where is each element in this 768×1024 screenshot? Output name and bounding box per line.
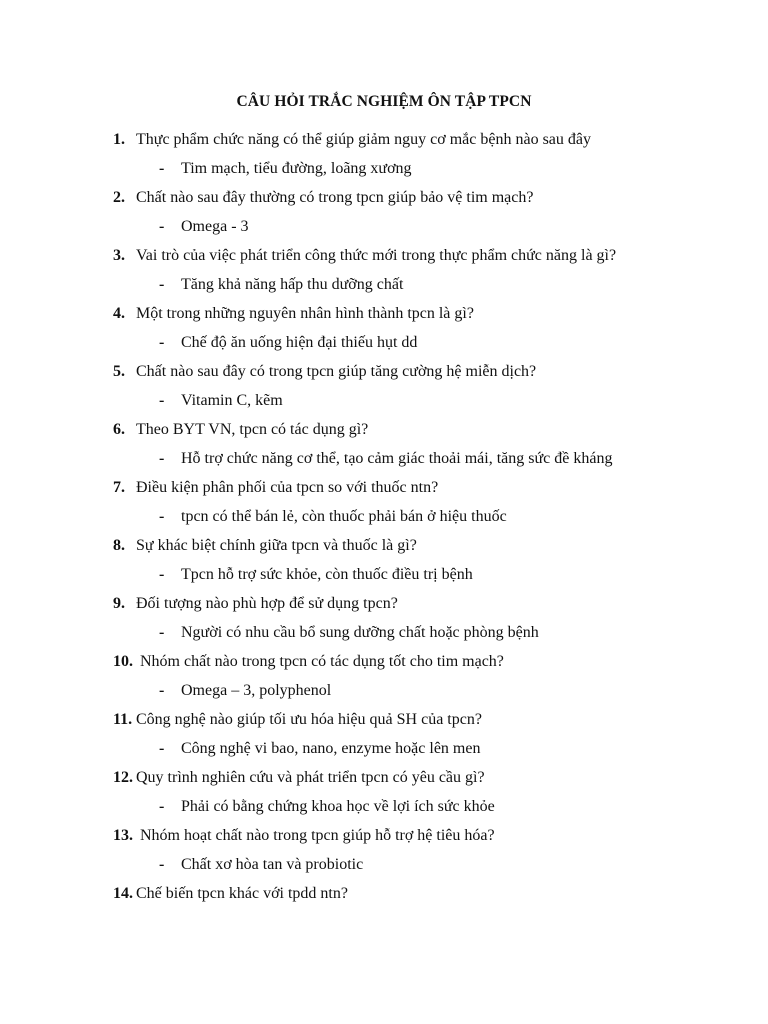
question-number: 9.	[113, 595, 125, 612]
question-item	[0, 592, 768, 621]
question-item	[0, 476, 768, 505]
answer-text: Omega - 3	[181, 218, 249, 235]
document-title: CÂU HỎI TRẮC NGHIỆM ÔN TẬP TPCN	[236, 93, 532, 110]
question-item	[0, 534, 768, 563]
answer-item	[0, 853, 768, 882]
answer-text: Người có nhu cầu bổ sung dưỡng chất hoặc phòng bệnh	[181, 624, 539, 641]
answer-item	[0, 795, 768, 824]
bullet-dash: -	[159, 508, 165, 525]
question-number: 14.	[113, 885, 133, 902]
question-number: 12.	[113, 769, 133, 786]
question-text: Đối tượng nào phù hợp để sử dụng tpcn?	[136, 595, 398, 612]
bullet-dash: -	[159, 740, 165, 757]
question-item	[0, 882, 768, 911]
bullet-dash: -	[159, 218, 165, 235]
question-number: 10.	[113, 653, 133, 670]
bullet-dash: -	[159, 856, 165, 873]
answer-text: Tpcn hỗ trợ sức khỏe, còn thuốc điều trị bệnh	[181, 566, 473, 583]
question-item	[0, 824, 768, 853]
answer-text: Vitamin C, kẽm	[181, 392, 283, 409]
bullet-dash: -	[159, 566, 165, 583]
question-number: 1.	[113, 131, 125, 148]
answer-item	[0, 679, 768, 708]
question-list	[0, 128, 768, 911]
question-number: 3.	[113, 247, 125, 264]
bullet-dash: -	[159, 450, 165, 467]
question-text: Chất nào sau đây thường có trong tpcn giúp bảo vệ tim mạch?	[136, 189, 534, 206]
question-text: Chất nào sau đây có trong tpcn giúp tăng cường hệ miễn dịch?	[136, 363, 537, 380]
question-number: 6.	[113, 421, 125, 438]
answer-text: Chế độ ăn uống hiện đại thiếu hụt dd	[181, 334, 418, 351]
answer-text: Phải có bằng chứng khoa học về lợi ích sức khỏe	[181, 798, 495, 815]
bullet-dash: -	[159, 276, 165, 293]
answer-text: Chất xơ hòa tan và probiotic	[181, 856, 364, 873]
answer-item	[0, 563, 768, 592]
answer-item	[0, 215, 768, 244]
question-number: 8.	[113, 537, 125, 554]
question-number: 5.	[113, 363, 125, 380]
answer-text: Tim mạch, tiểu đường, loãng xương	[181, 160, 412, 177]
bullet-dash: -	[159, 160, 165, 177]
question-number: 11.	[113, 711, 133, 728]
answer-item	[0, 273, 768, 302]
question-item	[0, 302, 768, 331]
question-text: Quy trình nghiên cứu và phát triển tpcn có yêu cầu gì?	[136, 769, 485, 786]
question-text: Nhóm chất nào trong tpcn có tác dụng tốt cho tim mạch?	[140, 653, 504, 670]
answer-text: Omega – 3, polyphenol	[181, 682, 332, 699]
question-item	[0, 360, 768, 389]
question-number: 2.	[113, 189, 125, 206]
question-text: Thực phẩm chức năng có thể giúp giảm nguy cơ mắc bệnh nào sau đây	[136, 131, 591, 148]
question-item	[0, 650, 768, 679]
question-text: Một trong những nguyên nhân hình thành tpcn là gì?	[136, 305, 474, 322]
answer-text: Công nghệ vi bao, nano, enzyme hoặc lên men	[181, 740, 481, 757]
question-number: 7.	[113, 479, 125, 496]
question-item	[0, 244, 768, 273]
answer-item	[0, 505, 768, 534]
question-number: 13.	[113, 827, 133, 844]
question-text: Vai trò của việc phát triển công thức mới trong thực phẩm chức năng là gì?	[136, 247, 617, 264]
bullet-dash: -	[159, 682, 165, 699]
answer-item	[0, 737, 768, 766]
question-item	[0, 128, 768, 157]
question-item	[0, 418, 768, 447]
question-number: 4.	[113, 305, 125, 322]
bullet-dash: -	[159, 798, 165, 815]
question-text: Điều kiện phân phối của tpcn so với thuốc ntn?	[136, 479, 439, 496]
answer-item	[0, 331, 768, 360]
question-text: Sự khác biệt chính giữa tpcn và thuốc là gì?	[136, 537, 417, 554]
answer-text: Hỗ trợ chức năng cơ thể, tạo cảm giác thoải mái, tăng sức đề kháng	[181, 450, 613, 467]
answer-item	[0, 157, 768, 186]
question-text: Chế biến tpcn khác với tpdd ntn?	[136, 885, 348, 902]
answer-text: tpcn có thể bán lẻ, còn thuốc phải bán ở hiệu thuốc	[181, 508, 507, 525]
bullet-dash: -	[159, 334, 165, 351]
question-item	[0, 766, 768, 795]
answer-item	[0, 389, 768, 418]
answer-item	[0, 447, 768, 476]
question-text: Công nghệ nào giúp tối ưu hóa hiệu quả SH của tpcn?	[136, 711, 482, 728]
question-item	[0, 708, 768, 737]
bullet-dash: -	[159, 624, 165, 641]
question-item	[0, 186, 768, 215]
answer-item	[0, 621, 768, 650]
answer-text: Tăng khả năng hấp thu dưỡng chất	[181, 276, 404, 293]
question-text: Nhóm hoạt chất nào trong tpcn giúp hỗ trợ hệ tiêu hóa?	[140, 827, 495, 844]
bullet-dash: -	[159, 392, 165, 409]
question-text: Theo BYT VN, tpcn có tác dụng gì?	[136, 421, 369, 438]
